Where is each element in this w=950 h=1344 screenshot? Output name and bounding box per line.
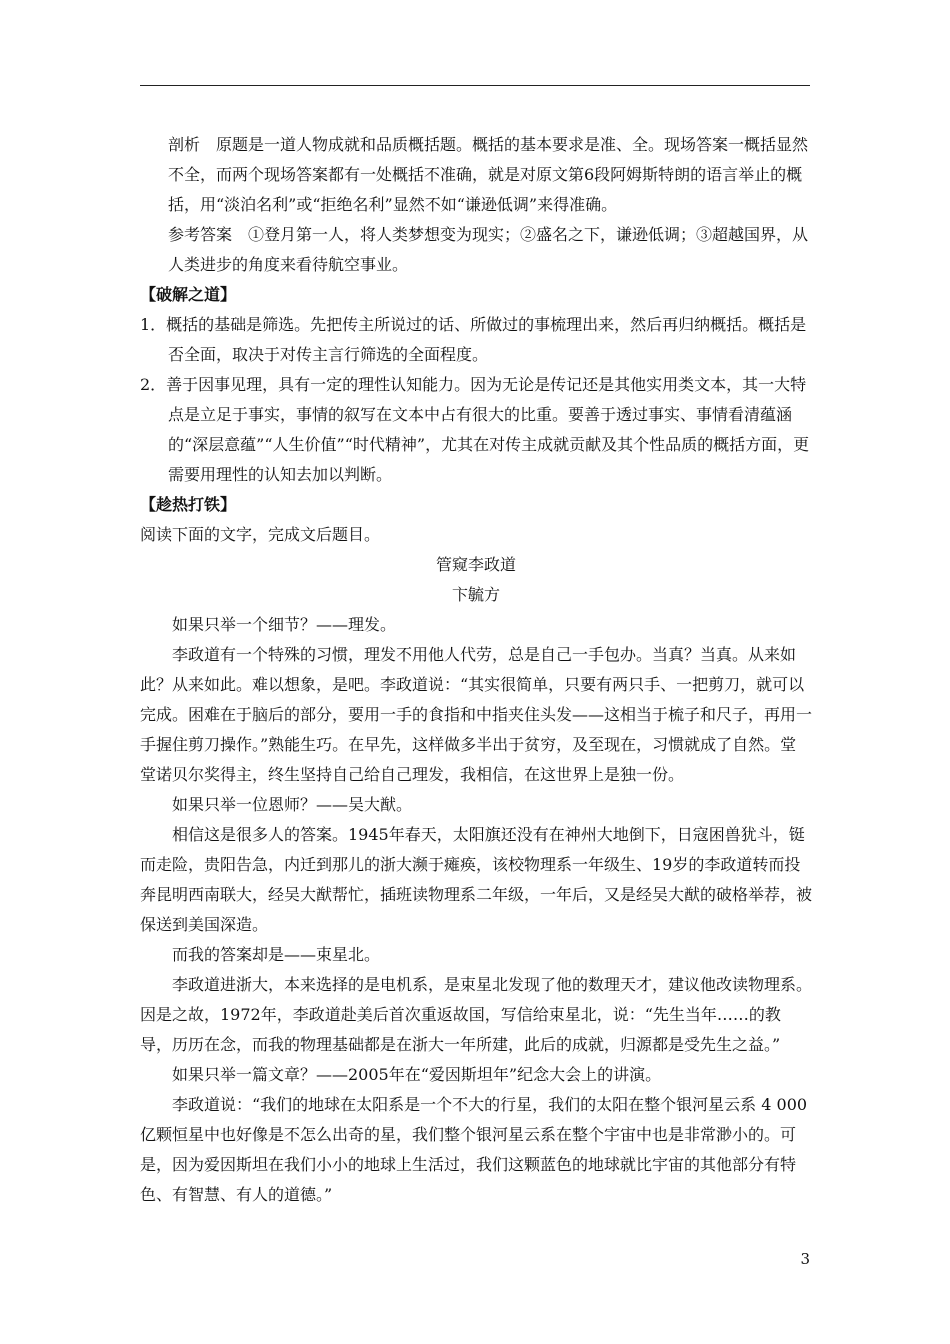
article-paragraph: 李政道说：“我们的地球在太阳系是一个不大的行星，我们的太阳在整个银河星云系 4 000亿颗恒星中也好像是不怎么出奇的星，我们整个银河星云系在整个宇宙中也是非常渺小的。可是，因为爱因斯坦在我们小小的地球上生活过，我们这颗蓝色的地球就比宇宙的其他部分有特色、有智慧、有人的道德。”	[140, 1095, 808, 1204]
page-number: 3	[800, 1250, 810, 1268]
article-paragraph: 而我的答案却是——束星北。	[172, 945, 381, 964]
article-paragraph: 李政道进浙大，本来选择的是电机系，是束星北发现了他的数理天才，建议他改读物理系。因是之故，1972年，李政道赴美后首次重返故国，写信给束星北，说：“先生当年……的教导，历历在念，而我的物理基础都是在浙大一年所建，此后的成就，归源都是受先生之益。”	[140, 975, 813, 1054]
article-paragraph: 如果只举一位恩师？——吴大猷。	[172, 795, 413, 814]
method-heading: 【破解之道】	[140, 285, 237, 304]
article-title: 管窥李政道	[435, 555, 516, 574]
method-item-1: 1．概括的基础是筛选。先把传主所说过的话、所做过的事梳理出来，然后再归纳概括。概括是否全面，取决于对传主言行筛选的全面程度。	[140, 315, 807, 364]
article-paragraph: 李政道有一个特殊的习惯，理发不用他人代劳，总是自己一手包办。当真？当真。从来如此？从来如此。难以想象，是吧。李政道说：“其实很简单，只要有两只手、一把剪刀，就可以完成。困难在于脑后的部分，要用一手的食指和中指夹住头发——这相当于梳子和尺子，再用一手握住剪刀操作。”熟能生巧。在早先，这样做多半出于贫穷，及至现在，习惯就成了自然。堂堂诺贝尔奖得主，终生坚持自己给自己理发，我相信，在这世界上是独一份。	[140, 645, 813, 784]
article-author: 卞毓方	[451, 585, 500, 604]
method-item-2: 2．善于因事见理，具有一定的理性认知能力。因为无论是传记还是其他实用类文本，其一大特点是立足于事实，事情的叙写在文本中占有很大的比重。要善于透过事实、事情看清蕴涵的“深层意蕴”“人生价值”“时代精神”，尤其在对传主成就贡献及其个性品质的概括方面，更需要用理性的认知去加以判断。	[140, 375, 810, 484]
article-paragraph: 相信这是很多人的答案。1945年春天，太阳旗还没有在神州大地倒下，日寇困兽犹斗，铤而走险，贵阳告急，内迁到那儿的浙大濒于瘫痪，该校物理系一年级生、19岁的李政道转而投奔昆明西南联大，经吴大猷帮忙，插班读物理系二年级，一年后，又是经吴大猷的破格举荐，被保送到美国深造。	[140, 825, 813, 934]
practice-instruction: 阅读下面的文字，完成文后题目。	[140, 525, 381, 544]
header-rule	[140, 85, 810, 86]
article-paragraph: 如果只举一篇文章？——2005年在“爱因斯坦年”纪念大会上的讲演。	[172, 1065, 662, 1084]
analysis-paragraph: 剖析 原题是一道人物成就和品质概括题。概括的基本要求是准、全。现场答案一概括显然不全，而两个现场答案都有一处概括不准确，就是对原文第6段阿姆斯特朗的语言举止的概括，用“淡泊名利”或“拒绝名利”显然不如“谦逊低调”来得准确。	[168, 135, 809, 214]
practice-heading: 【趁热打铁】	[140, 495, 237, 514]
article-paragraph: 如果只举一个细节？——理发。	[172, 615, 397, 634]
reference-answer-paragraph: 参考答案 ①登月第一人，将人类梦想变为现实；②盛名之下，谦逊低调；③超越国界，从人类进步的角度来看待航空事业。	[168, 225, 809, 274]
page-content	[140, 130, 812, 1210]
